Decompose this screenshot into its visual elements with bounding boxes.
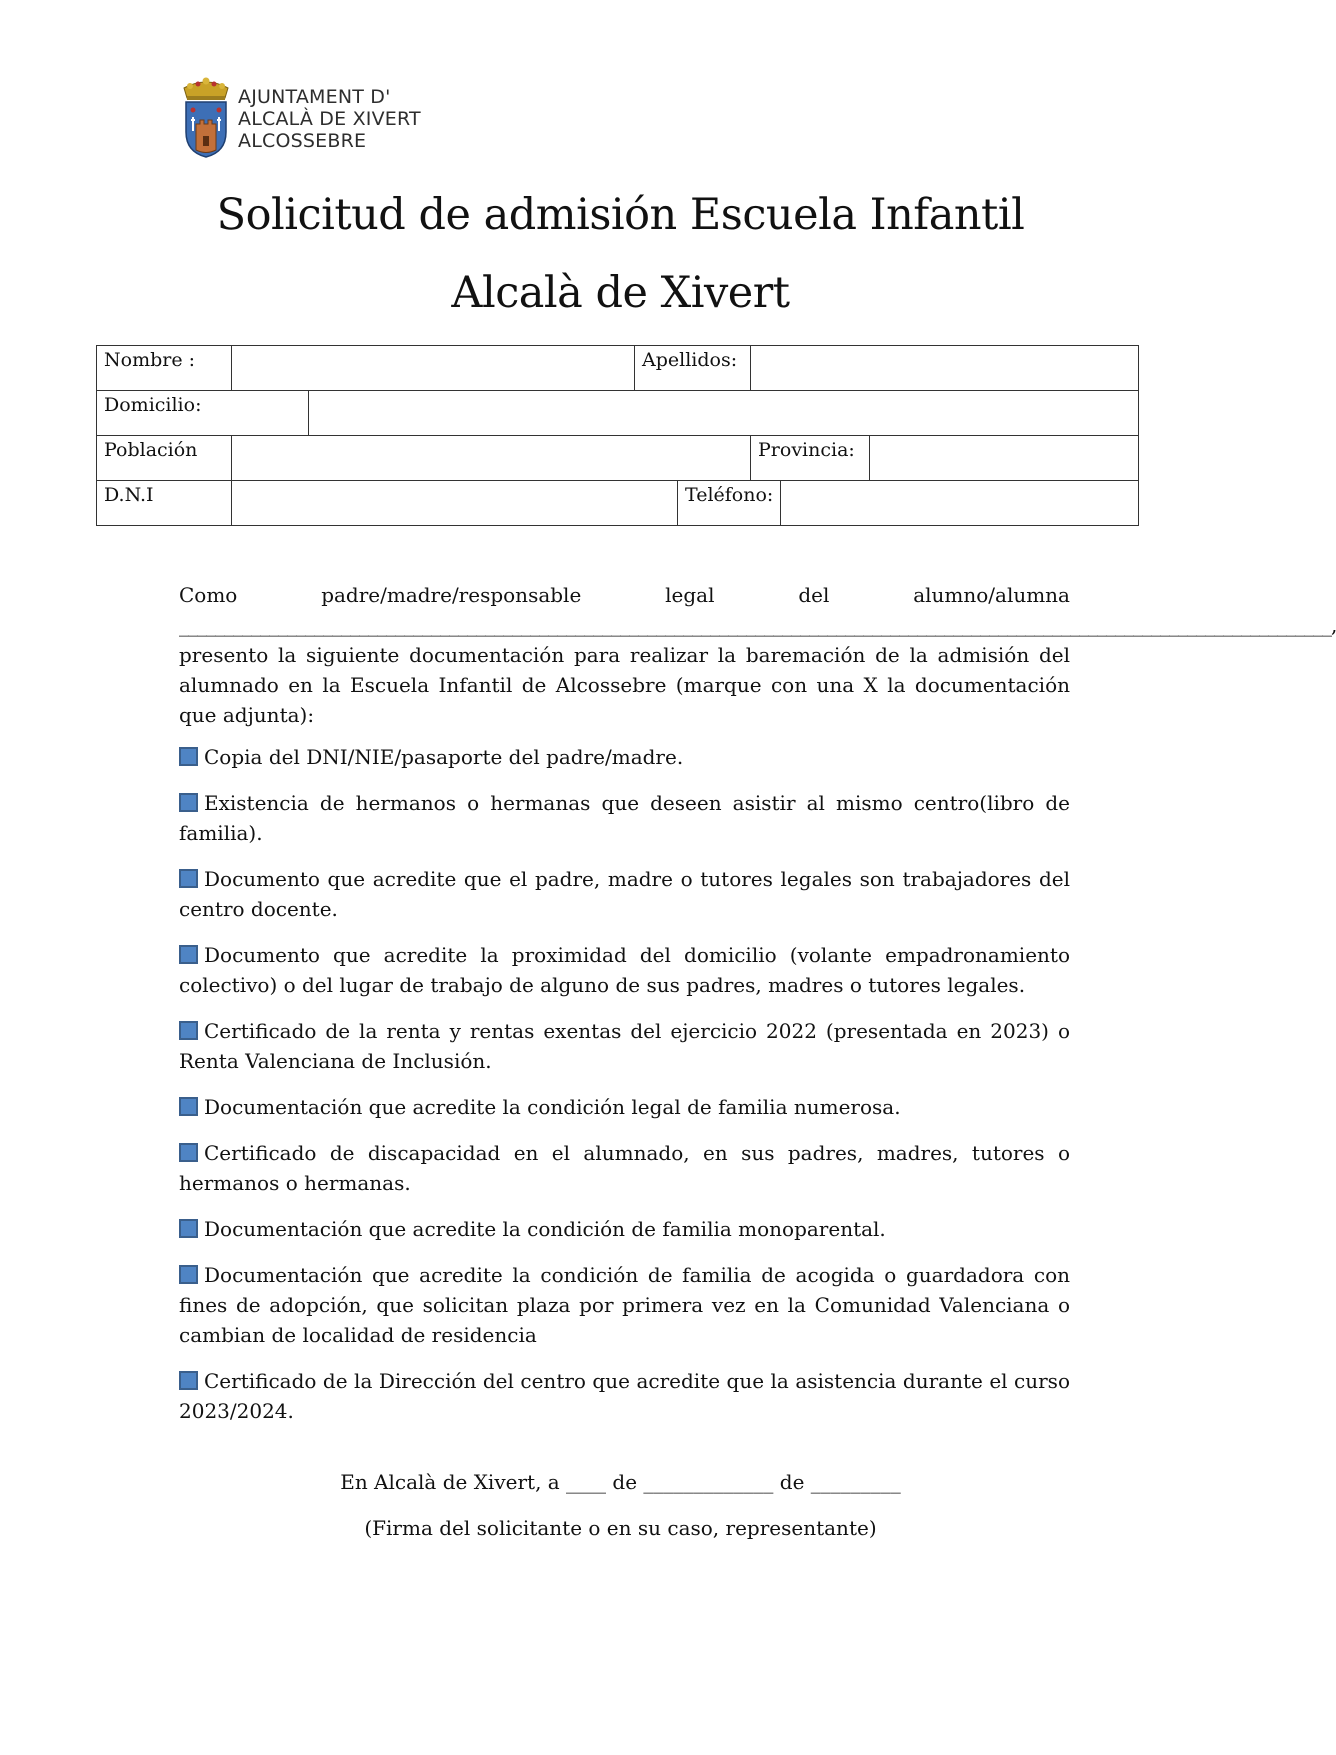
domicilio-field[interactable] [309,391,1139,436]
checkbox-icon[interactable] [179,1143,198,1162]
domicilio-label: Domicilio: [97,391,309,436]
logo-line-2: ALCALÀ DE XIVERT [238,108,421,130]
nombre-label: Nombre : [97,346,232,391]
checklist-item [179,1138,1070,1198]
checkbox-icon[interactable] [179,869,198,888]
checklist-item [179,1260,1070,1350]
intro-paragraph: presento la siguiente documentación para realizar la baremación de la admisión del alumnado en la Escuela Infantil de Alcossebre (marque con una X la documentación que adjunta): [179,643,1070,727]
intro-word: Como [179,583,238,607]
checkbox-icon[interactable] [179,747,198,766]
intro-word: padre/madre/responsable [321,583,582,607]
checklist-item-label: Documentación que acredite la condición de familia monoparental. [204,1217,886,1241]
checklist-item-label: Documento que acredite que el padre, madre o tutores legales son trabajadores del centro docente. [179,867,1070,921]
logo-wordmark [238,86,448,152]
checklist-item-label: Certificado de la renta y rentas exentas del ejercicio 2022 (presentada en 2023) o Renta Valenciana de Inclusión. [179,1019,1070,1073]
form-row-address [97,391,1139,436]
checklist-item-label: Existencia de hermanos o hermanas que deseen asistir al mismo centro(libro de familia). [179,791,1070,845]
applicant-details-table [96,345,1139,526]
checklist-item [179,788,1070,848]
checkbox-icon[interactable] [179,945,198,964]
checklist-item-label: Certificado de discapacidad en el alumnado, en sus padres, madres, tutores o hermanos o hermanas. [179,1141,1070,1195]
checkbox-icon[interactable] [179,793,198,812]
checklist-item [179,940,1070,1000]
checklist-item [179,1092,1070,1122]
checkbox-icon[interactable] [179,1265,198,1284]
checklist-item [179,864,1070,924]
telefono-label: Teléfono: [678,481,781,526]
dni-label: D.N.I [97,481,232,526]
checklist-item-label: Documentación que acredite la condición de familia de acogida o guardadora con fines de adopción, que solicitan plaza por primera vez en la Comunidad Valenciana o cambian de localidad de residencia [179,1263,1070,1347]
provincia-field[interactable] [870,436,1139,481]
place-date-line[interactable]: En Alcalà de Xivert, a ____ de _____________ de _________ [340,1470,901,1494]
document-body [179,580,1336,1426]
checklist-item [179,1366,1070,1426]
intro-word: alumno/alumna [913,583,1070,607]
checkbox-icon[interactable] [179,1371,198,1390]
checklist-item [179,1016,1070,1076]
checkbox-icon[interactable] [179,1219,198,1238]
checklist-item-label: Certificado de la Dirección del centro que acredite que la asistencia durante el curso 2023/2024. [179,1369,1070,1423]
checklist-item-label: Documentación que acredite la condición legal de familia numerosa. [204,1095,901,1119]
coat-of-arms-icon [180,76,232,158]
student-name-blank[interactable]: ________________________________________________________________________________________________________________________________, [179,613,1336,637]
checklist-item-label: Copia del DNI/NIE/pasaporte del padre/madre. [204,745,684,769]
form-row-name [97,346,1139,391]
poblacion-field[interactable] [232,436,751,481]
checklist-item [179,1214,1070,1244]
intro-word: del [798,583,830,607]
checkbox-icon[interactable] [179,1097,198,1116]
apellidos-label: Apellidos: [635,346,751,391]
form-row-id [97,481,1139,526]
checklist-item-label: Documento que acredite la proximidad del domicilio (volante empadronamiento colectivo) o del lugar de trabajo de alguno de sus padres, madres o tutores legales. [179,943,1070,997]
telefono-field[interactable] [781,481,1139,526]
apellidos-field[interactable] [751,346,1139,391]
checkbox-icon[interactable] [179,1021,198,1040]
logo-line-1: AJUNTAMENT D' [238,86,391,108]
poblacion-label: Población [97,436,232,481]
provincia-label: Provincia: [751,436,870,481]
dni-field[interactable] [232,481,678,526]
intro-first-line [179,580,1070,610]
intro-word: legal [665,583,715,607]
checklist-item [179,742,1070,772]
signature-caption: (Firma del solicitante o en su caso, representante) [364,1516,877,1540]
logo-line-3: ALCOSSEBRE [238,130,367,152]
municipal-logo [180,76,440,158]
document-subtitle: Alcalà de Xivert [451,268,790,318]
document-title: Solicitud de admisión Escuela Infantil [216,190,1025,240]
form-row-town [97,436,1139,481]
nombre-field[interactable] [232,346,635,391]
